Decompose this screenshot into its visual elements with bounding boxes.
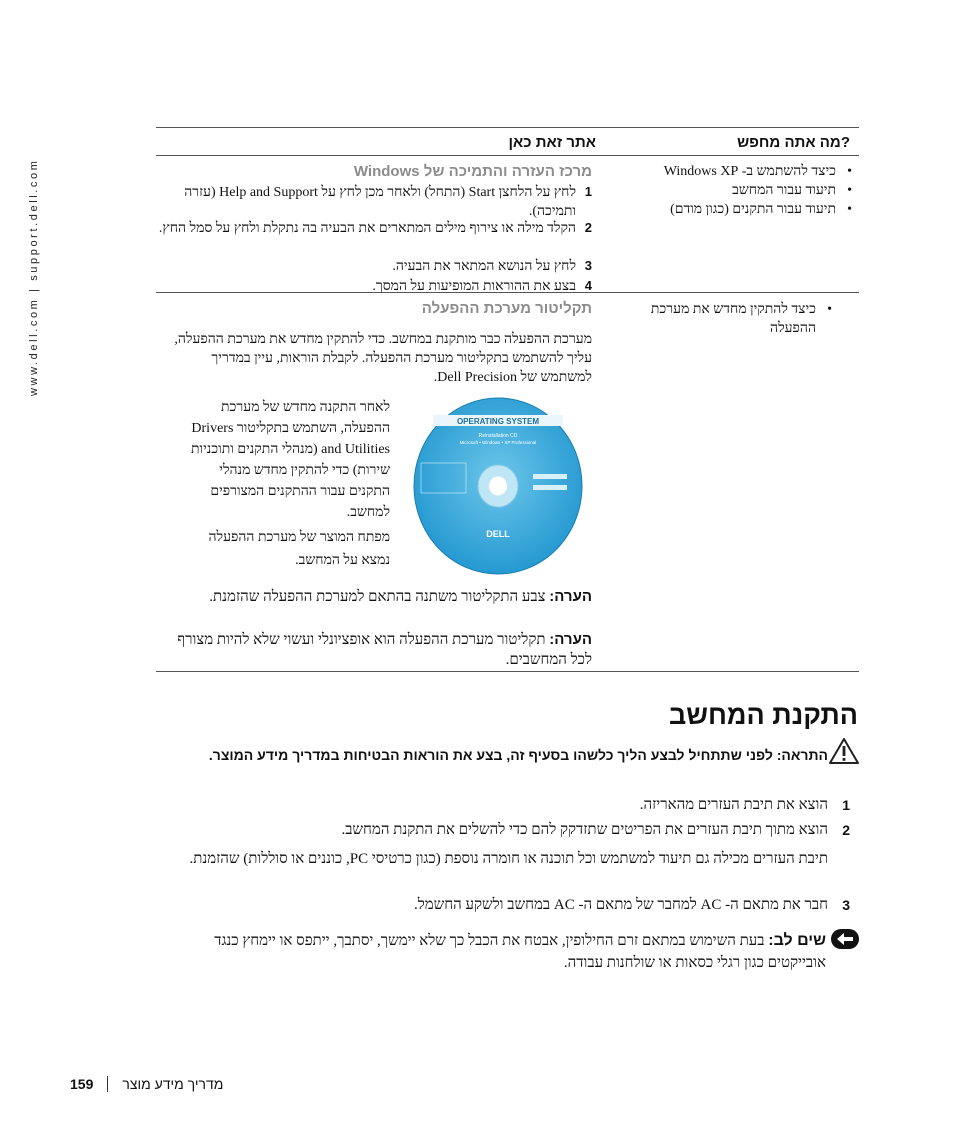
step-text: חבר את מתאם ה- AC למחבר של מתאם ה- AC במחשב ולשקע החשמל. bbox=[413, 897, 828, 913]
sidebar-url-text: www.dell.com | support.dell.com bbox=[28, 158, 40, 396]
cd-sub2-text: Microsoft • Windows • XP Professional bbox=[459, 440, 537, 445]
warning-label: התראה: bbox=[776, 747, 828, 763]
column-header-where: אתר זאת כאן bbox=[508, 134, 596, 151]
list-item: • כיצד להשתמש ב- Windows XP bbox=[622, 162, 854, 181]
step-continuation bbox=[154, 845, 844, 895]
step-text: הוצא את תיבת העזרים מהאריזה. bbox=[639, 797, 828, 813]
row1-topic-list bbox=[622, 162, 854, 219]
page-footer bbox=[70, 1076, 223, 1092]
notice-icon bbox=[830, 928, 860, 950]
notice-block bbox=[156, 930, 826, 974]
step-item bbox=[154, 795, 850, 820]
step-text: לחץ על הנושא המתאר את הבעיה. bbox=[392, 259, 576, 274]
step-text: תיבת העזרים מכילה גם תיעוד למשתמש וכל תוכנה או חומרה נוספת (כגון כרטיסי PC, כוננים או סוללות) שהזמנת. bbox=[189, 851, 828, 867]
list-item: • כיצד להתקין מחדש את מערכת ההפעלה bbox=[634, 300, 834, 338]
note-text: תקליטור מערכת ההפעלה הוא אופציונלי ועשוי שלא להיות מצורף לכל המחשבים. bbox=[177, 632, 592, 668]
os-reinstallation-cd-image bbox=[413, 397, 583, 575]
step-number: 3 bbox=[584, 258, 592, 273]
step-number: 2 bbox=[842, 822, 850, 838]
cd-sub1-text: Reinstallation CD bbox=[478, 433, 518, 439]
sidebar-url bbox=[28, 130, 48, 396]
footer-title: מדריך מידע מוצר bbox=[122, 1076, 224, 1092]
page-heading: התקנת המחשב bbox=[668, 700, 858, 730]
os-cd-paragraph: מערכת ההפעלה כבר מותקנת במחשב. כדי להתקין מחדש את מערכת ההפעלה, עליך להשתמש בתקליטור מערכת ההפעלה. לקבלת הוראות, עיין במדריך למשתמש של Dell Precision. bbox=[174, 332, 592, 385]
step-text: הוצא מתוך תיבת העזרים את הפריטים שתזדקק להם כדי להשלים את התקנת המחשב. bbox=[341, 822, 828, 838]
notice-label: שים לב: bbox=[768, 932, 826, 949]
step-number: 1 bbox=[842, 797, 850, 813]
step-number: 2 bbox=[584, 220, 592, 235]
cd-label-text: OPERATING SYSTEM bbox=[456, 417, 540, 426]
list-item: • תיעוד עבור המחשב bbox=[622, 181, 854, 200]
step-text: בצע את ההוראות המופיעות על המסך. bbox=[372, 279, 576, 294]
warning-text: לפני שתתחיל לבצע הליך כלשהו בסעיף זה, בצע את הוראות הבטיחות במדריך מידע המוצר. bbox=[208, 747, 773, 763]
setup-steps bbox=[154, 795, 850, 920]
footer-divider bbox=[107, 1076, 108, 1092]
list-item: • תיעוד עבור התקנים (כגון מודם) bbox=[622, 200, 854, 219]
warning-icon bbox=[829, 738, 859, 764]
note-cd-color bbox=[156, 587, 592, 607]
step-item bbox=[156, 277, 592, 297]
step-number: 3 bbox=[842, 897, 850, 913]
step-item bbox=[156, 257, 592, 277]
step-item bbox=[154, 820, 850, 845]
notice-text: בעת השימוש במתאם זרם החילופין, אבטח את הכבל כך שלא יימשך, יסתבך, ייתפס או יימחץ כנגד אובייקטים כגון רגלי כסאות או שולחנות עבודה. bbox=[214, 933, 826, 971]
note-cd-optional bbox=[156, 630, 592, 670]
help-steps bbox=[156, 183, 592, 297]
step-item bbox=[156, 183, 592, 219]
table-header-rule bbox=[156, 155, 859, 156]
step-number: 4 bbox=[584, 278, 592, 293]
note-label: הערה: bbox=[549, 631, 592, 648]
row2-topic-list bbox=[634, 300, 834, 338]
product-key-text: מפתח המוצר של מערכת ההפעלה נמצא על המחשב. bbox=[208, 530, 390, 568]
column-header-what: ?מה אתה מחפש bbox=[737, 134, 850, 151]
table-bottom-rule bbox=[156, 671, 859, 672]
section-title-help-center: מרכז העזרה והתמיכה של Windows bbox=[353, 163, 592, 180]
step-item bbox=[154, 895, 850, 920]
section-title-os-cd: תקליטור מערכת ההפעלה bbox=[421, 300, 592, 317]
step-item bbox=[156, 219, 592, 257]
dell-logo: DELL bbox=[486, 529, 510, 539]
note-label: הערה: bbox=[549, 588, 592, 605]
page-number: 159 bbox=[70, 1076, 94, 1092]
warning-block bbox=[158, 744, 828, 766]
step-text: הקלד מילה או צירוף מילים המתארים את הבעיה בה נתקלת ולחץ על סמל החץ. bbox=[158, 221, 576, 236]
note-text: צבע התקליטור משתנה בהתאם למערכת ההפעלה שהזמנת. bbox=[209, 589, 546, 605]
step-number: 1 bbox=[584, 184, 592, 199]
table-top-rule bbox=[156, 127, 859, 128]
step-text: לחץ על הלחצן Start (התחל) ולאחר מכן לחץ על Help and Support (עזרה ותמיכה). bbox=[184, 185, 576, 219]
drivers-utilities-text: לאחר התקנה מחדש של מערכת ההפעלה, השתמש בתקליטור Drivers and Utilities (מנהלי התקנים ותוכניות שירות) כדי להתקין מחדש מנהלי התקנים עבור ההתקנים המצורפים למחשב. bbox=[190, 400, 390, 520]
